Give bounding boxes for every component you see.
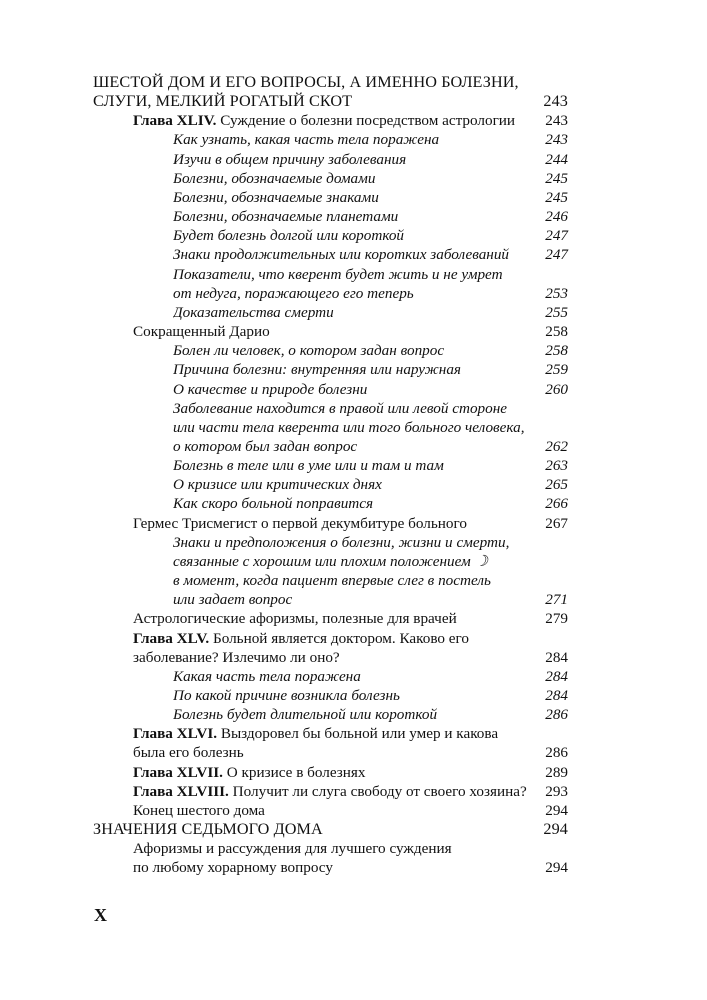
toc-subentry <box>93 475 568 494</box>
toc-page-number: 293 <box>545 782 568 800</box>
toc-page-number: 284 <box>545 667 568 685</box>
toc-entry-text: Болезнь в теле или в уме или и там и там <box>173 457 444 475</box>
toc-entry-text: СЛУГИ, МЕЛКИЙ РОГАТЫЙ СКОТ <box>93 92 353 111</box>
toc-page-number: 244 <box>545 150 568 168</box>
toc-entry-text: Получит ли слуга свободу от своего хозяина? <box>228 782 527 800</box>
toc-section-heading <box>93 92 568 111</box>
toc-entry-text: Какая часть тела поражена <box>173 667 361 685</box>
toc-entry <box>93 648 568 667</box>
toc-page-number: 266 <box>545 495 568 513</box>
toc-page-number: 289 <box>545 763 568 781</box>
toc-page-number: 245 <box>545 188 568 206</box>
toc-subentry <box>93 705 568 724</box>
toc-entry-text: Изучи в общем причину заболевания <box>173 150 407 168</box>
toc-subentry <box>93 456 568 475</box>
toc-chapter-entry <box>93 782 568 801</box>
toc-subentry <box>93 571 568 590</box>
toc-entry-text: Будет болезнь долгой или короткой <box>173 227 405 245</box>
toc-entry-text: Как узнать, какая часть тела поражена <box>173 131 440 149</box>
toc-entry-text: Болезни, обозначаемые планетами <box>173 208 399 226</box>
toc-entry-text: Астрологические афоризмы, полезные для врачей <box>133 610 457 628</box>
toc-entry-text: Знаки и предположения о болезни, жизни и смерти, <box>173 533 510 551</box>
toc-entry <box>93 743 568 762</box>
toc-subentry <box>93 245 568 264</box>
toc-entry-text: Заболевание находится в правой или левой стороне <box>173 399 508 417</box>
toc-entry-text: Показатели, что кверент будет жить и не умрет <box>173 265 503 283</box>
toc-page-number: 271 <box>545 591 568 609</box>
toc-page-number: 253 <box>545 284 568 302</box>
toc-page-number: 294 <box>545 801 568 819</box>
toc-page-number: 262 <box>545 437 568 455</box>
toc-entry-text: Конец шестого дома <box>133 801 265 819</box>
toc-entry-text: Гермес Трисмегист о первой декумбитуре больного <box>133 514 467 532</box>
toc-entry-text: О кризисе или критических днях <box>173 476 382 494</box>
toc-subentry <box>93 150 568 169</box>
toc-chapter-entry <box>93 629 568 648</box>
toc-subentry <box>93 533 568 552</box>
toc-entry <box>93 839 568 858</box>
toc-subentry <box>93 130 568 149</box>
toc-entry-text: или части тела кверента или того больного человека, <box>173 418 525 436</box>
toc-entry-text: О качестве и природе болезни <box>173 380 368 398</box>
toc-subentry <box>93 686 568 705</box>
toc-subentry <box>93 437 568 456</box>
toc-page-number: 258 <box>545 342 568 360</box>
toc-subentry <box>93 494 568 513</box>
table-of-contents <box>93 73 568 878</box>
toc-page-number: 294 <box>545 859 568 877</box>
toc-page-number: 263 <box>545 457 568 475</box>
toc-page-number: 243 <box>543 92 568 111</box>
toc-page-number: 294 <box>543 820 568 839</box>
toc-subentry <box>93 284 568 303</box>
toc-entry <box>93 858 568 877</box>
toc-subentry <box>93 265 568 284</box>
toc-chapter-label: Глава XLVI. <box>133 725 218 743</box>
toc-entry-text: Болезни, обозначаемые знаками <box>173 188 379 206</box>
toc-chapter-entry <box>93 724 568 743</box>
toc-chapter-label: Глава XLV. <box>133 629 210 647</box>
toc-subentry <box>93 360 568 379</box>
toc-entry-text: ЗНАЧЕНИЯ СЕДЬМОГО ДОМА <box>93 820 323 839</box>
toc-entry-text: по любому хорарному вопросу <box>133 859 333 877</box>
toc-subentry <box>93 418 568 437</box>
toc-subentry <box>93 399 568 418</box>
toc-entry-text: заболевание? Излечимо ли оно? <box>133 648 340 666</box>
toc-entry-text: Болезни, обозначаемые домами <box>173 169 376 187</box>
toc-entry-text: Причина болезни: внутренняя или наружная <box>173 361 461 379</box>
toc-entry-text: Доказательства смерти <box>173 303 334 321</box>
toc-chapter-label: Глава XLVIII. <box>133 782 229 800</box>
toc-page-number: 267 <box>545 514 568 532</box>
toc-page-number: 243 <box>545 131 568 149</box>
toc-page-number: 265 <box>545 476 568 494</box>
toc-entry-text: Как скоро больной поправится <box>173 495 374 513</box>
toc-page-number: 286 <box>545 706 568 724</box>
toc-entry-text: Знаки продолжительных или коротких заболеваний <box>173 246 510 264</box>
toc-entry-text: Больной является доктором. Каково его <box>209 629 469 647</box>
toc-entry <box>93 801 568 820</box>
toc-chapter-entry <box>93 763 568 782</box>
toc-page-number: 284 <box>545 687 568 704</box>
toc-entry-text: от недуга, поражающего его теперь <box>173 284 414 302</box>
toc-subentry <box>93 380 568 399</box>
toc-entry <box>93 609 568 628</box>
toc-subentry <box>93 169 568 188</box>
toc-page-number: 246 <box>545 208 568 226</box>
toc-entry-text: была его болезнь <box>133 744 244 762</box>
toc-subentry <box>93 667 568 686</box>
toc-chapter-entry <box>93 111 568 130</box>
toc-entry-text: Болен ли человек, о котором задан вопрос <box>173 342 445 360</box>
toc-subentry <box>93 552 568 571</box>
toc-entry <box>93 514 568 533</box>
toc-entry-text: Афоризмы и рассуждения для лучшего суждения <box>133 840 452 858</box>
toc-page-number: 243 <box>545 112 568 130</box>
toc-chapter-label: Глава XLIV. <box>133 112 217 130</box>
toc-entry-text: Сокращенный Дарио <box>133 323 270 341</box>
toc-chapter-label: Глава XLVII. <box>133 763 223 781</box>
toc-page-number: 255 <box>545 303 568 321</box>
toc-entry-text: Выздоровел бы больной или умер и какова <box>217 725 499 743</box>
toc-section-heading <box>93 73 568 92</box>
toc-entry-text: о котором был задан вопрос <box>173 437 358 455</box>
toc-subentry <box>93 226 568 245</box>
toc-page-number: 260 <box>545 380 568 398</box>
toc-page-number: 279 <box>545 610 568 628</box>
toc-section-heading <box>93 820 568 839</box>
toc-page-number: 286 <box>545 744 568 762</box>
toc-page-number: 284 <box>545 648 568 666</box>
toc-entry-text: По какой причине возникла болезнь <box>173 687 400 704</box>
toc-page-number: 247 <box>545 227 568 245</box>
toc-page-number: 245 <box>545 169 568 187</box>
toc-subentry <box>93 188 568 207</box>
toc-entry-text: Болезнь будет длительной или короткой <box>173 706 438 724</box>
toc-subentry <box>93 341 568 360</box>
toc-entry-text: в момент, когда пациент впервые слег в постель <box>173 572 491 590</box>
toc-entry <box>93 322 568 341</box>
page-folio: X <box>94 905 107 925</box>
toc-entry-text: О кризисе в болезнях <box>222 763 366 781</box>
toc-entry-text: или задает вопрос <box>173 591 293 609</box>
toc-page-number: 247 <box>545 246 568 264</box>
toc-entry-text: ШЕСТОЙ ДОМ И ЕГО ВОПРОСЫ, А ИМЕННО БОЛЕЗНИ, <box>93 73 519 91</box>
toc-subentry <box>93 207 568 226</box>
toc-subentry <box>93 590 568 609</box>
toc-entry-text: Суждение о болезни посредством астрологии <box>216 112 516 130</box>
toc-page-number: 258 <box>545 323 568 341</box>
toc-page-number: 259 <box>545 361 568 379</box>
toc-subentry <box>93 303 568 322</box>
toc-entry-text: связанные с хорошим или плохим положением ☽ <box>173 552 489 570</box>
